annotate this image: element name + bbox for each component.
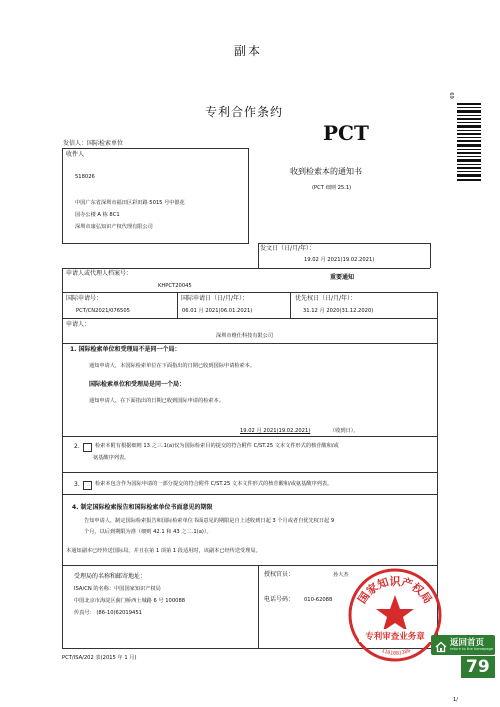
officer-phone: 010-62088 [304, 597, 333, 603]
authority-isa: ISA/CN 的名称：中国国家知识产权局 [74, 586, 161, 592]
section2-checkbox[interactable] [83, 443, 92, 452]
return-home-label: 返回首页 [450, 638, 485, 648]
authority-fax: 传真号： (86-10)62019451 [74, 610, 142, 616]
applicant-label: 申请人： [66, 321, 91, 328]
section3-text: 检索本包含作为国际申请的一部分提交的符合附件 C/ST.25 文本文件形式的核苷酸和/或氨基酸序列表。 [95, 481, 333, 487]
seal-number: 1101081386 [380, 647, 412, 657]
authority-label: 受理局的名称和邮寄地址： [74, 573, 147, 580]
treaty-title: 专利合作条约 [205, 105, 284, 119]
section3-number: 3. [74, 481, 80, 488]
recipient-postcode: 518026 [75, 174, 95, 180]
side-code: 69 [447, 92, 454, 99]
priority-date-value: 31.12 月 2020(31.12.2020) [303, 308, 374, 314]
barcode [457, 103, 481, 183]
pct-mark: PCT [323, 121, 369, 145]
recipient-label: 收件人 [66, 151, 85, 158]
authority-address: 中国北京市海淀区蓟门桥西土城路 6 号 100088 [74, 598, 186, 604]
app-no-value: PCT/CN2021/076505 [76, 308, 130, 314]
section4-line2: 个月，以后到期限为准（细则 42.1 和 43 之二.1(a)）。 [84, 529, 212, 535]
received-date: 19.02 月 2021(19.02.2021) [240, 428, 311, 434]
recipient-address-2: 园办公楼 A 栋 8C1 [75, 212, 120, 218]
seal-center-text: 专利审查业务章 [365, 632, 425, 642]
mailing-date-value: 19.02 月 2021(19.02.2021) [304, 257, 375, 263]
seal-outer-text: 国家知识产权局 [355, 574, 435, 607]
section1-body: 通知申请人，本国际检索单位在下面指出的日期已收到国际申请检索本。 [89, 363, 256, 369]
priority-date-label: 优先权日（日/月/年）： [295, 295, 357, 302]
official-seal [347, 567, 443, 663]
section2-line1: 检索本附有根据细则 13 之三.1(a)仅为国际检索目的提交的符合附件 C/ST.25 文本文件形式的核苷酸和/或 [95, 443, 339, 449]
intl-date-value: 06.01 月 2021(06.01.2021) [182, 308, 253, 314]
section1-sub-body: 通知申请人，在下面指出的日期已收到国际申请的检索本。 [89, 398, 224, 404]
section3-checkbox[interactable] [83, 481, 92, 490]
file-ref-value: KHPCT20045 [158, 283, 192, 289]
page-fraction: 1/ [453, 697, 459, 703]
notice-title: 收到检索本的通知书 [290, 167, 362, 176]
intl-date-label: 国际申请日（日/月/年）： [181, 295, 249, 302]
file-ref-label: 申请人或代理人档案号： [66, 270, 133, 277]
app-no-label: 国际申请号： [66, 295, 103, 302]
page-number-badge [461, 656, 495, 678]
section2-number: 2. [74, 443, 80, 450]
section2-line2: 氨基酸序列表。 [93, 455, 130, 461]
recipient-address-1: 中国广东省深圳市福田区彩田路 5015 号中银花 [75, 200, 185, 206]
officer-name: 孙大杰 [333, 572, 349, 578]
home-icon [435, 638, 447, 650]
form-id: PCT/ISA/202 表(2015 年 1 月) [62, 655, 137, 661]
return-home-button[interactable] [431, 635, 495, 655]
officer-phone-label: 电话号码： [264, 596, 295, 603]
section4-line1: 告知申请人，制定国际检索报告和国际检索单位书面意见的期限是自上述收到日起 3 个月或者自优先权日起 9 [84, 518, 335, 524]
copy-label: 副本 [234, 44, 263, 58]
rule-ref: (PCT 细则 25.1) [312, 185, 352, 191]
sender-line: 发信人：国际检索单位 [63, 140, 124, 147]
mailing-date-label: 发文日（日/月/年）： [260, 245, 316, 252]
received-date-suffix: （收到日）。 [330, 428, 359, 434]
section1-heading: 1. 国际检索单位和受理局不是同一个局： [70, 346, 181, 353]
recipient-agency: 深圳市康弘知识产权代理有限公司 [75, 224, 153, 230]
footnote: 本通知副本已经传送国际局，并且在第 1 项第 1 段适用时，该副本已经传送受理局。 [66, 548, 261, 554]
important-notice: 重要通知 [330, 274, 355, 281]
officer-label: 授权官员： [264, 571, 295, 578]
section1-sub-heading: 国际检索单位和受理局是同一个局： [89, 381, 186, 388]
page-number: 79 [466, 657, 490, 677]
svg-text:1101081386 [381, 648, 412, 657]
return-home-sub: return to the homepage [450, 647, 494, 651]
applicant-value: 深圳市维仕科技有限公司 [216, 333, 274, 339]
section4-heading: 4. 制定国际检索报告和国际检索单位书面意见的期限 [72, 504, 213, 511]
